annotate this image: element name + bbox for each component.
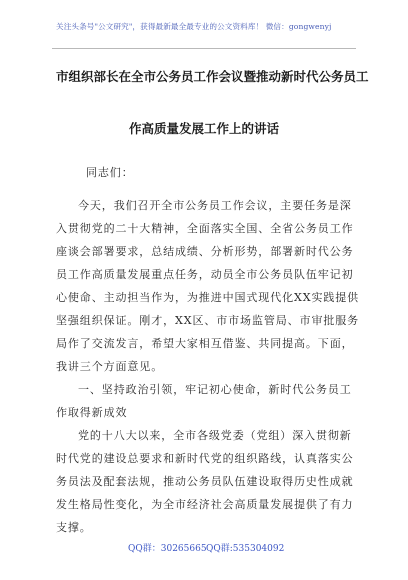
paragraph-line: 时代党的建设总要求和新时代党的组织路线，认真落实公 [56, 452, 354, 465]
header-note: 关注头条号"公文研究"，获得最新最全最专业的公文资料库！ 微信：gongwenyj [56, 22, 332, 31]
section-heading-line: 作取得新成效 [56, 406, 128, 419]
paragraph-line: 党的十八大以来，全市各级党委（党组）深入贯彻新 [78, 429, 352, 442]
document-title-line-2: 作高质量发展工作上的讲话 [128, 121, 279, 136]
paragraph-line: 支撑。 [56, 521, 92, 534]
paragraph-line: 发生格局性变化，为全市经济社会高质量发展提供了有力 [56, 498, 354, 511]
header-divider [52, 48, 356, 49]
paragraph-line: 务员法及配套法规，推动公务员队伍建设取得历史性成就 [56, 475, 354, 488]
paragraph-line: 坚强组织保证。刚才，XX区、市市场监管局、市审批服务 [56, 314, 360, 327]
salutation: 同志们： [86, 166, 134, 179]
paragraph-line: 今天，我们召开全市公务员工作会议，主要任务是深 [78, 199, 352, 212]
paragraph-line: 局作了交流发言，希望大家相互借鉴、共同提高。下面， [56, 337, 354, 350]
paragraph-line: 座谈会部署要求，总结成绩、分析形势，部署新时代公务 [56, 245, 354, 258]
document-title-line-1: 市组织部长在全市公务员工作会议暨推动新时代公务员工 [56, 69, 369, 84]
paragraph-line: 入贯彻党的二十大精神，全面落实全国、全省公务员工作 [56, 222, 354, 235]
paragraph-line: 心使命、主动担当作为，为推进中国式现代化XX实践提供 [56, 291, 360, 304]
paragraph-line: 我讲三个方面意见。 [56, 360, 164, 373]
section-heading-line: 一、坚持政治引领，牢记初心使命，新时代公务员工 [78, 383, 352, 396]
paragraph-line: 员工作高质量发展重点任务，动员全市公务员队伍牢记初 [56, 268, 354, 281]
footer [0, 541, 408, 555]
footer-qq-group-2: QQ群:535304092 [206, 544, 285, 554]
footer-qq-group-1: QQ群：30265665 [128, 544, 207, 554]
